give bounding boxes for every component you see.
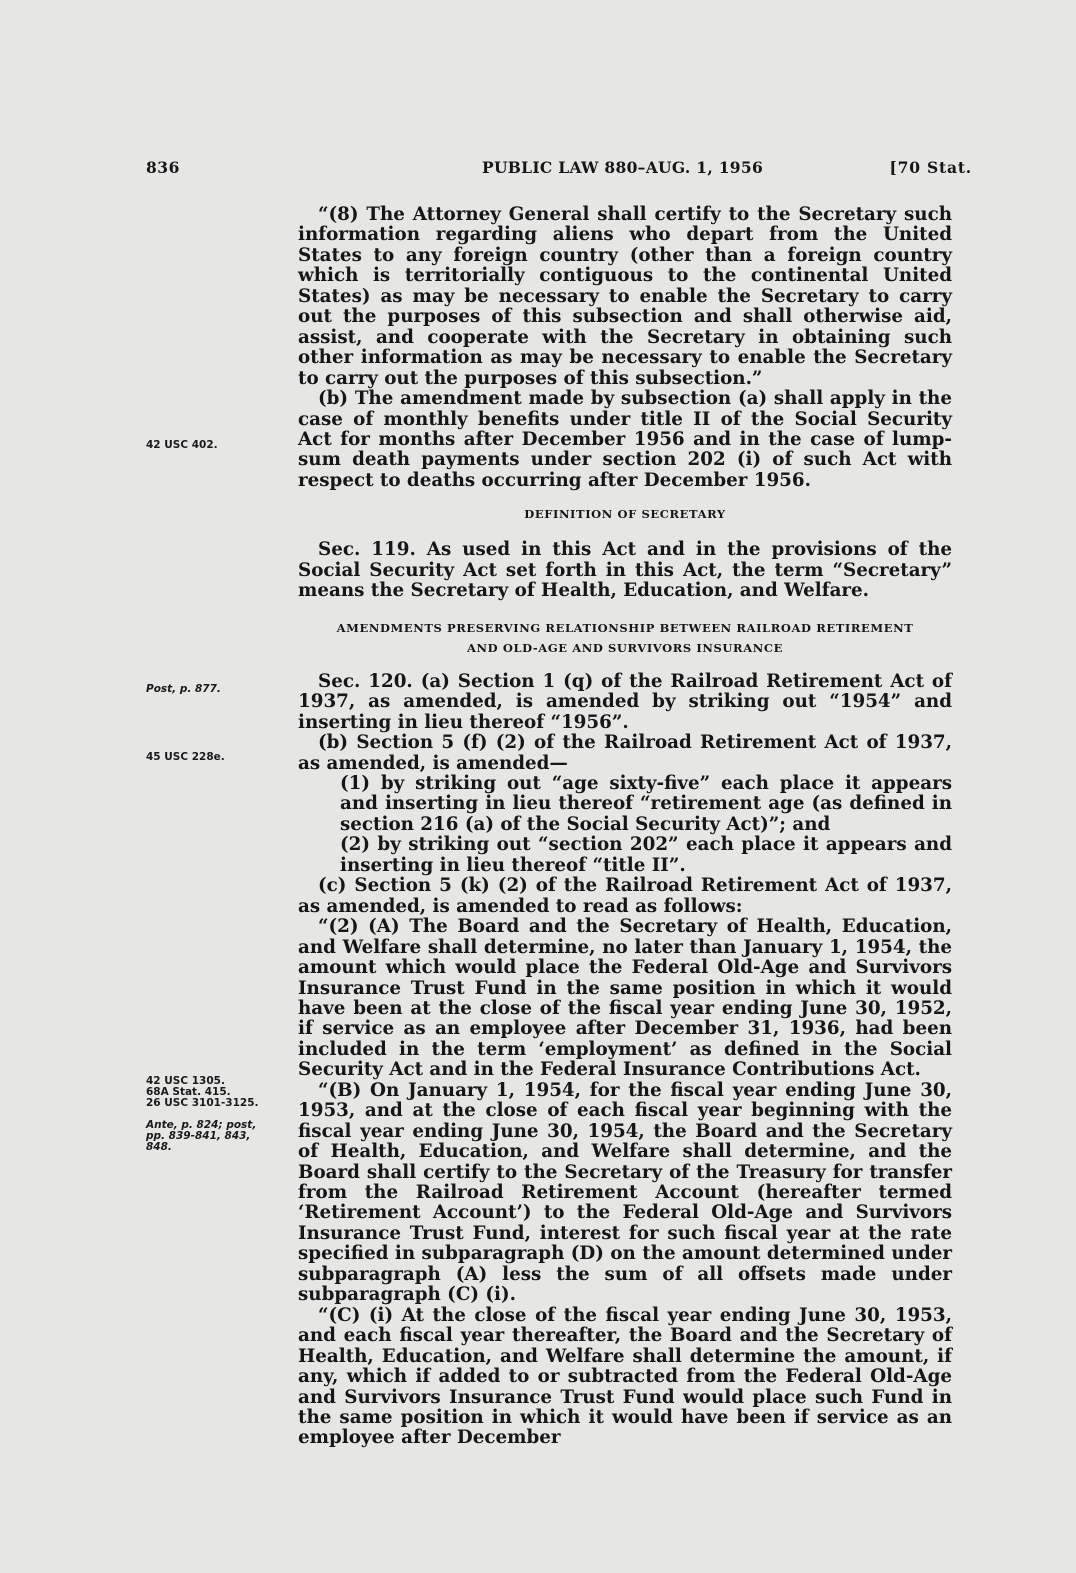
page-number: 836 <box>146 158 180 177</box>
paragraph-sec-120-b: (b) Section 5 (f) (2) of the Railroad Retirement Act of 1937, as amended, is amended— <box>298 732 952 774</box>
section-heading-definition: DEFINITION OF SECRETARY <box>524 507 726 522</box>
paragraph-8: “(8) The Attorney General shall certify to the Secretary such information regarding aliens who depart from the United States to any foreign country (other than a foreign country which is territorially contiguous to the continental United States) as may be necessary to enable the Secretary to carry out the purposes of this subsection and shall otherwise aid, assist, and cooperate with the Secretary in obtaining such other information as may be necessary to enable the Secretary to carry out the purposes of this subsection.” <box>298 204 952 389</box>
section-heading-railroad-line2: AND OLD-AGE AND SURVIVORS INSURANCE <box>467 640 783 655</box>
paragraph-2-c: “(C) (i) At the close of the fiscal year ending June 30, 1953, and each fiscal year thereafter, the Board and the Secretary of Health, Education, and Welfare shall determine the amount, if any, which if added to or subtracted from the Federal Old-Age and Survivors Insurance Trust Fund would place such Fund in the same position in which it would have been if service as an employee after December <box>298 1304 952 1449</box>
margin-note-ante-824-text: Ante, p. 824; post, pp. 839-841, 843, 848. <box>146 1119 257 1153</box>
margin-note-ante-824 <box>146 1120 268 1153</box>
margin-note-45-usc-228e: 45 USC 228e. <box>146 751 225 763</box>
margin-note-42-usc-402: 42 USC 402. <box>146 439 218 451</box>
paragraph-2-b: “(B) On January 1, 1954, for the fiscal year ending June 30, 1953, and at the close of each fiscal year beginning with the fiscal year ending June 30, 1954, the Board and the Secretary of Health, Education, and Welfare shall determine, and the Board shall certify to the Secretary of the Treasury for transfer from the Railroad Retirement Account (hereafter termed ‘Retirement Account’) to the Federal Old-Age and Survivors Insurance Trust Fund, interest for such fiscal year at the rate specified in subparagraph (D) on the amount determined under subparagraph (A) less the sum of all offsets made under subparagraph (C) (i). <box>298 1079 952 1306</box>
section-heading-railroad <box>298 618 952 658</box>
paragraph-sec-120-a: Sec. 120. (a) Section 1 (q) of the Railroad Retirement Act of 1937, as amended, is amended by striking out “1954” and inserting in lieu thereof “1956”. <box>298 670 952 733</box>
header-title: PUBLIC LAW 880–AUG. 1, 1956 <box>482 158 764 177</box>
paragraph-sec-120-c: (c) Section 5 (k) (2) of the Railroad Retirement Act of 1937, as amended, is amended to read as follows: <box>298 875 952 917</box>
main-text <box>298 205 952 1449</box>
paragraph-b-amendment: (b) The amendment made by subsection (a) shall apply in the case of monthly benefits under title II of the Social Security Act for months after December 1956 and in the case of lump-sum death payments under section 202 (i) of such Act with respect to deaths occurring after December 1956. <box>298 388 952 491</box>
section-heading-railroad-line1: AMENDMENTS PRESERVING RELATIONSHIP BETWEEN RAILROAD RETIREMENT <box>336 620 914 635</box>
paragraph-sec-119: Sec. 119. As used in this Act and in the provisions of the Social Security Act set forth in this Act, the term “Secretary” means the Secretary of Health, Education, and Welfare. <box>298 539 952 602</box>
margin-note-post-877 <box>146 684 266 695</box>
margin-note-post-877-text: Post, p. 877. <box>146 683 221 695</box>
volume-label: [70 Stat. <box>889 158 972 177</box>
running-header <box>146 158 976 188</box>
paragraph-2-a: “(2) (A) The Board and the Secretary of Health, Education, and Welfare shall determine, no later than January 1, 1954, the amount which would place the Federal Old-Age and Survivors Insurance Trust Fund in the same position in which it would have been at the close of the fiscal year ending June 30, 1952, if service as an employee after December 31, 1936, had been included in the term ‘employment’ as defined in the Social Security Act and in the Federal Insurance Contributions Act. <box>298 916 952 1081</box>
margin-note-42-usc-1305: 42 USC 1305. <box>146 1075 225 1087</box>
margin-note-26-usc-3101: 26 USC 3101-3125. <box>146 1097 259 1109</box>
paragraph-clause-2: (2) by striking out “section 202” each place it appears and inserting in lieu thereof “title II”. <box>340 834 952 876</box>
paragraph-clause-1: (1) by striking out “age sixty-five” each place it appears and inserting in lieu thereof “retirement age (as defined in section 216 (a) of the Social Security Act)”; and <box>340 772 952 835</box>
margin-note-68a-stat-415: 68A Stat. 415. <box>146 1086 231 1098</box>
